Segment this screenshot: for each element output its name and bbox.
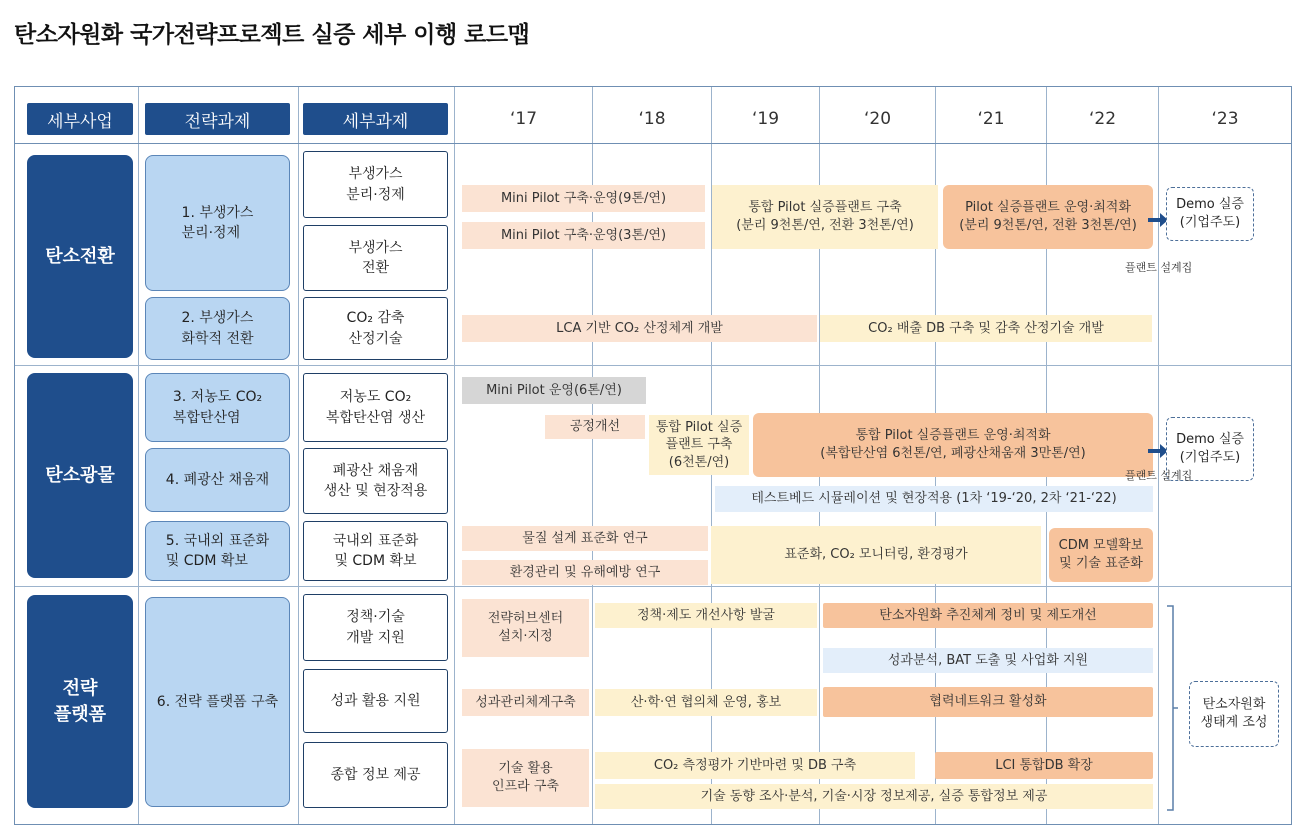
business-carbon-conversion: 탄소전환 bbox=[27, 155, 133, 358]
bar-integrated-pilot-6kt: 통합 Pilot 실증 플랜트 구축 (6천톤/연) bbox=[649, 415, 749, 475]
bar-performance-management: 성과관리체계구축 bbox=[462, 689, 589, 716]
strategy-3: 3. 저농도 CO₂ 복합탄산염 bbox=[145, 373, 290, 442]
bar-pilot-operation: Pilot 실증플랜트 운영·최적화 (분리 9천톤/연, 전환 3천톤/연) bbox=[943, 185, 1153, 249]
detail-2: 부생가스 전환 bbox=[303, 225, 448, 291]
bar-tech-trend: 기술 동향 조사·분석, 기술·시장 정보제공, 실증 통합정보 제공 bbox=[595, 784, 1153, 809]
bar-testbed-simulation: 테스트베드 시뮬레이션 및 현장적용 (1차 ‘19-‘20, 2차 ‘21-‘22) bbox=[715, 486, 1153, 512]
year-label: ‘21 bbox=[977, 109, 1005, 129]
bar-co2-db: CO₂ 배출 DB 구축 및 감축 산정기술 개발 bbox=[820, 315, 1152, 342]
bar-lci-db: LCI 통합DB 확장 bbox=[935, 752, 1153, 779]
bar-environment-safety: 환경관리 및 유해예방 연구 bbox=[462, 560, 708, 585]
detail-3: CO₂ 감축 산정기술 bbox=[303, 297, 448, 360]
plant-design-note-2: 플랜트 설계집 bbox=[1125, 469, 1193, 482]
bar-cooperation-network: 협력네트워크 활성화 bbox=[823, 687, 1153, 717]
year-label: ‘20 bbox=[863, 109, 892, 129]
bar-tech-infra: 기술 활용 인프라 구축 bbox=[462, 749, 589, 807]
bar-integrated-pilot-build: 통합 Pilot 실증플랜트 구축 (분리 9천톤/연, 전환 3천톤/연) bbox=[712, 185, 938, 249]
header-business: 세부사업 bbox=[27, 103, 133, 135]
strategy-6: 6. 전략 플랫폼 구축 bbox=[145, 597, 290, 807]
page-title: 탄소자원화 국가전략프로젝트 실증 세부 이행 로드맵 bbox=[14, 22, 530, 48]
bar-mini-pilot-9t: Mini Pilot 구축·운영(9톤/연) bbox=[462, 185, 705, 212]
bar-integrated-pilot-operation: 통합 Pilot 실증플랜트 운영·최적화 (복합탄산염 6천톤/연, 폐광산채움재 3만톤/연) bbox=[753, 413, 1153, 477]
demo-box-1: Demo 실증 (기업주도) bbox=[1166, 187, 1254, 241]
bar-strategy-hub: 전략허브센터 설치·지정 bbox=[462, 599, 589, 657]
detail-7: 정책·기술 개발 지원 bbox=[303, 594, 448, 661]
bar-process-improvement: 공정개선 bbox=[545, 415, 645, 439]
year-label: ‘19 bbox=[751, 109, 780, 129]
strategy-1: 1. 부생가스 분리·정제 bbox=[145, 155, 290, 291]
bar-mini-pilot-6t: Mini Pilot 운영(6톤/연) bbox=[462, 377, 646, 404]
year-label: ‘17 bbox=[509, 109, 538, 129]
strategy-2: 2. 부생가스 화학적 전환 bbox=[145, 297, 290, 360]
bar-mini-pilot-3t: Mini Pilot 구축·운영(3톤/연) bbox=[462, 222, 705, 249]
bar-governance-system: 탄소자원화 추진체계 정비 및 제도개선 bbox=[823, 603, 1153, 628]
detail-6: 국내외 표준화 및 CDM 확보 bbox=[303, 521, 448, 581]
bar-material-standardization: 물질 설계 표준화 연구 bbox=[462, 526, 708, 551]
business-carbon-mineral: 탄소광물 bbox=[27, 373, 133, 578]
detail-1: 부생가스 분리·정제 bbox=[303, 151, 448, 218]
demo-box-2: Demo 실증 (기업주도) bbox=[1166, 417, 1254, 481]
bar-council-promotion: 산·학·연 협의체 운영, 홍보 bbox=[595, 689, 817, 716]
business-strategy-platform: 전략 플랫폼 bbox=[27, 595, 133, 808]
header-detail: 세부과제 bbox=[303, 103, 448, 135]
strategy-4: 4. 폐광산 채움재 bbox=[145, 448, 290, 512]
header-strategy: 전략과제 bbox=[145, 103, 290, 135]
bar-lca-co2: LCA 기반 CO₂ 산정체계 개발 bbox=[462, 315, 817, 342]
roadmap-table bbox=[14, 86, 1292, 825]
bar-standardization-monitoring: 표준화, CO₂ 모니터링, 환경평가 bbox=[711, 526, 1041, 584]
bracket-icon bbox=[1165, 605, 1179, 811]
detail-9: 종합 정보 제공 bbox=[303, 742, 448, 808]
ecosystem-box: 탄소자원화 생태계 조성 bbox=[1189, 681, 1279, 747]
detail-5: 폐광산 채움재 생산 및 현장적용 bbox=[303, 448, 448, 514]
year-label: ‘23 bbox=[1211, 109, 1239, 129]
bar-cdm-model: CDM 모델확보 및 기술 표준화 bbox=[1049, 528, 1153, 582]
year-label: ‘22 bbox=[1088, 109, 1117, 129]
year-label: ‘18 bbox=[638, 109, 666, 129]
bar-performance-analysis: 성과분석, BAT 도출 및 사업화 지원 bbox=[823, 648, 1153, 673]
strategy-5: 5. 국내외 표준화 및 CDM 확보 bbox=[145, 521, 290, 581]
detail-8: 성과 활용 지원 bbox=[303, 669, 448, 733]
bar-co2-measurement: CO₂ 측정평가 기반마련 및 DB 구축 bbox=[595, 752, 915, 779]
detail-4: 저농도 CO₂ 복합탄산염 생산 bbox=[303, 373, 448, 442]
plant-design-note-1: 플랜트 설계집 bbox=[1125, 261, 1193, 274]
bar-policy-improvement: 정책·제도 개선사항 발굴 bbox=[595, 603, 817, 628]
